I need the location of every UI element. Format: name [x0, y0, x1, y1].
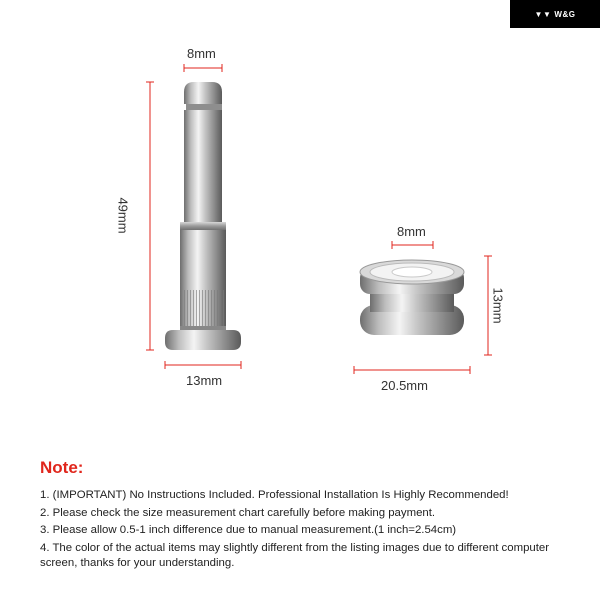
bushing-height-label: 13mm	[490, 287, 506, 324]
pin-height-label: 49mm	[115, 197, 131, 234]
pin-top-width-label: 8mm	[187, 46, 216, 61]
bushing-part	[360, 260, 464, 335]
bushing-inner-label: 8mm	[397, 224, 426, 239]
pin-part	[165, 82, 241, 350]
note-item-2: 2. Please check the size measurement chart carefully before making payment.	[40, 507, 436, 519]
note-item-1: 1. (IMPORTANT) No Instructions Included. Professional Installation Is Highly Recommended!	[40, 489, 509, 501]
brand-logo-text: W&G	[554, 9, 576, 19]
wg-logo-icon: ▼▼	[534, 9, 552, 19]
pin-base-width-label: 13mm	[186, 373, 223, 388]
note-item-3: 3. Please allow 0.5-1 inch difference due to manual measurement.(1 inch=2.54cm)	[40, 524, 457, 536]
bushing-width-label: 20.5mm	[381, 378, 428, 393]
note-title: Note:	[40, 458, 84, 477]
note-item-4: 4. The color of the actual items may slightly different from the listing images due to different computer screen, thanks for your understanding.	[40, 542, 550, 569]
